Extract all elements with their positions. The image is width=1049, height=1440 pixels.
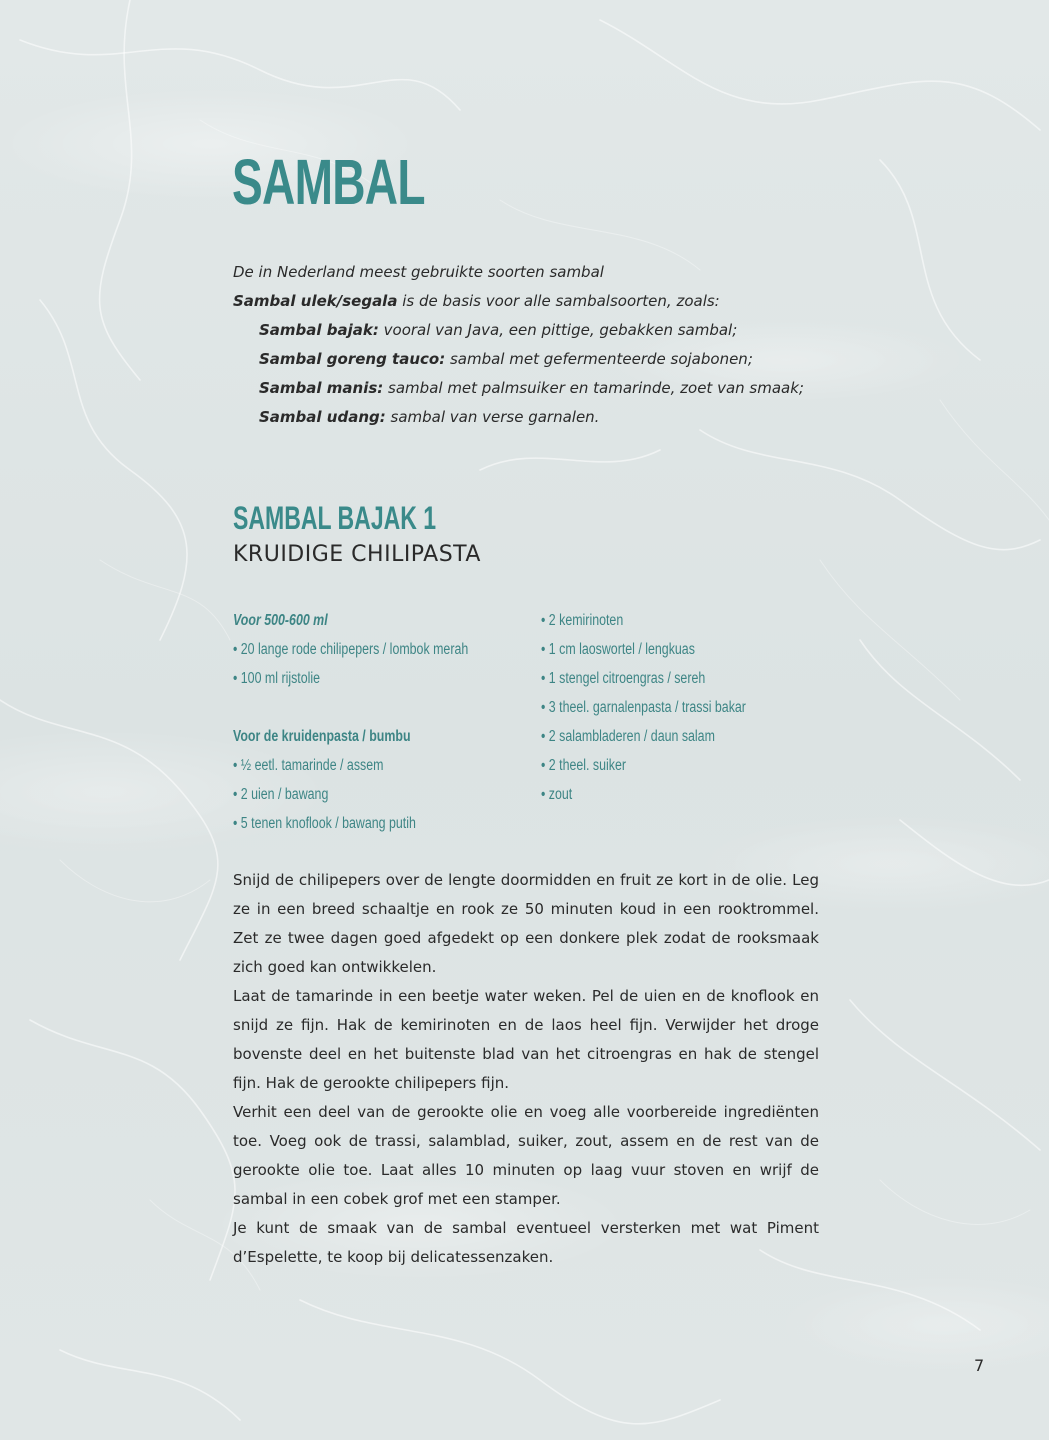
variety-item	[233, 374, 853, 403]
ingredient-item: • 100 ml rijstolie	[233, 670, 321, 687]
recipe-subtitle: KRUIDIGE CHILIPASTA	[233, 542, 481, 567]
intro-base-name: Sambal ulek/segala	[233, 292, 398, 310]
paste-group-title: Voor de kruidenpasta / bumbu	[233, 728, 411, 745]
recipe-title: SAMBAL BAJAK 1	[233, 500, 437, 536]
method-paragraph: Laat de tamarinde in een beetje water weken. Pel de uien en de knoflook en snijd ze fijn. Hak de kemirinoten en de laos heel fijn. Verwijder het droge bovenste deel en het buitenste blad van het citroengras en hak de stengel fijn. Hak de gerookte chilipepers fijn.	[233, 987, 819, 1092]
page-number: 7	[974, 1356, 985, 1375]
variety-item	[233, 316, 853, 345]
sambal-intro	[233, 258, 853, 432]
variety-name: Sambal goreng tauco:	[259, 350, 446, 368]
method-text	[233, 866, 819, 1272]
ingredient-item: • ½ eetl. tamarinde / assem	[233, 757, 384, 774]
ingredient-item: • 2 kemirinoten	[541, 612, 624, 629]
ingredient-item: • 20 lange rode chilipepers / lombok merah	[233, 641, 469, 658]
intro-base-line	[233, 287, 853, 316]
ingredient-item: • 5 tenen knoflook / bawang putih	[233, 815, 416, 832]
ingredient-item: • 2 salambladeren / daun salam	[541, 728, 715, 745]
yield-label: Voor 500-600 ml	[233, 612, 328, 629]
variety-name: Sambal bajak:	[259, 321, 379, 339]
ingredient-item: • zout	[541, 786, 573, 803]
variety-name: Sambal udang:	[259, 408, 386, 426]
variety-name: Sambal manis:	[259, 379, 384, 397]
page-title: SAMBAL	[232, 146, 425, 218]
method-paragraph: Je kunt de smaak van de sambal eventueel versterken met wat Piment d’Espelette, te koop bij delicatessenzaken.	[233, 1219, 819, 1266]
ingredients-column-2	[541, 606, 797, 809]
ingredient-item: • 1 stengel citroengras / sereh	[541, 670, 706, 687]
variety-text: sambal met palmsuiker en tamarinde, zoet van smaak;	[383, 379, 804, 397]
spacer	[233, 693, 468, 722]
variety-text: sambal met gefermenteerde sojabonen;	[445, 350, 753, 368]
ingredient-item: • 1 cm laoswortel / lengkuas	[541, 641, 695, 658]
variety-text: vooral van Java, een pittige, gebakken sambal;	[378, 321, 738, 339]
method-paragraph: Verhit een deel van de gerookte olie en voeg alle voorbereide ingrediënten toe. Voeg ook de trassi, salamblad, suiker, zout, assem en de rest van de gerookte olie toe. Laat alles 10 minuten op laag vuur stoven en wrijf de sambal in een cobek grof met een stamper.	[233, 1103, 819, 1208]
variety-item	[233, 345, 853, 374]
variety-item	[233, 403, 853, 432]
ingredient-item: • 3 theel. garnalenpasta / trassi bakar	[541, 699, 746, 716]
method-paragraph: Snijd de chilipepers over de lengte doormidden en fruit ze kort in de olie. Leg ze in een breed schaaltje en rook ze 50 minuten koud in een rooktrommel. Zet ze twee dagen goed afgedekt op een donkere plek zodat de rooksmaak zich goed kan ontwikkelen.	[233, 871, 819, 976]
variety-text: sambal van verse garnalen.	[385, 408, 600, 426]
ingredients-column-1	[233, 606, 527, 838]
ingredient-item: • 2 theel. suiker	[541, 757, 626, 774]
intro-heading: De in Nederland meest gebruikte soorten sambal	[233, 263, 604, 281]
intro-base-text: is de basis voor alle sambalsoorten, zoals:	[397, 292, 720, 310]
ingredient-item: • 2 uien / bawang	[233, 786, 329, 803]
